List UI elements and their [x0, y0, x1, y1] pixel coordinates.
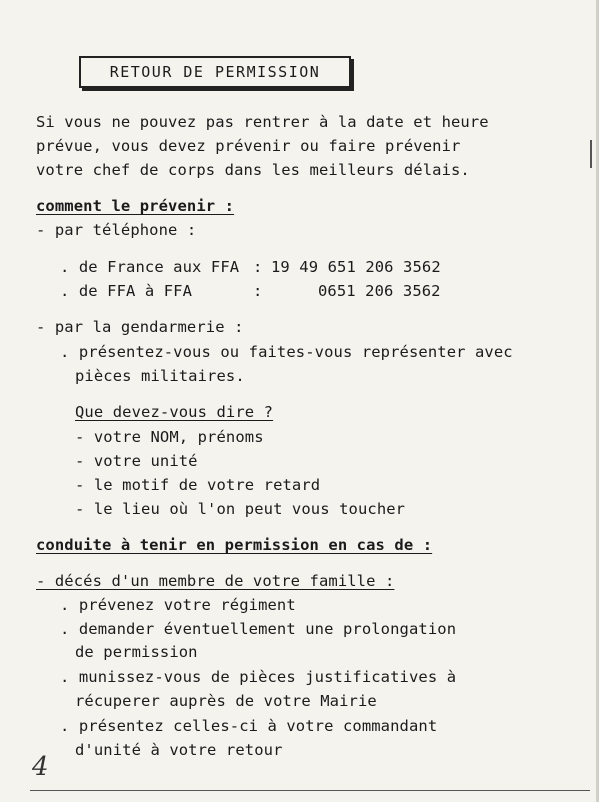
gendarmerie-line-2: pièces militaires. — [75, 367, 245, 385]
say-item-2: - votre unité — [75, 452, 198, 470]
say-heading: Que devez-vous dire ? — [75, 403, 274, 421]
phone-line-1-number: 19 49 651 206 3562 — [271, 258, 441, 276]
say-item-1: - votre NOM, prénoms — [75, 428, 264, 446]
gendarmerie-label: - par la gendarmerie : — [36, 318, 244, 336]
bottom-rule — [30, 790, 590, 791]
phone-label: - par téléphone : — [36, 221, 197, 239]
section-heading-prevenir: comment le prévenir : — [36, 197, 235, 215]
margin-mark — [590, 140, 592, 168]
intro-line-2: prévue, vous devez prévenir ou faire prévenir — [36, 137, 461, 155]
phone-line-2-sep: : — [253, 282, 263, 300]
conduite-line-5: récuperer auprès de votre Mairie — [75, 692, 377, 710]
say-item-3: - le motif de votre retard — [75, 476, 321, 494]
section-heading-conduite: conduite à tenir en permission en cas de : — [36, 536, 433, 554]
conduite-line-2: . demander éventuellement une prolongation — [60, 620, 457, 638]
case-label: - décés d'un membre de votre famille : — [36, 572, 395, 590]
conduite-line-7: d'unité à votre retour — [75, 741, 283, 759]
phone-line-1-text: . de France aux FFA — [60, 258, 240, 276]
page-number: 4 — [32, 752, 49, 782]
intro-line-3: votre chef de corps dans les meilleurs délais. — [36, 161, 470, 179]
conduite-line-1: . prévenez votre régiment — [60, 596, 296, 614]
phone-line-2-text: . de FFA à FFA — [60, 282, 193, 300]
gendarmerie-line-1: . présentez-vous ou faites-vous représenter avec — [60, 343, 513, 361]
document-title: RETOUR DE PERMISSION — [79, 56, 351, 88]
conduite-line-3: de permission — [75, 643, 198, 661]
intro-line-1: Si vous ne pouvez pas rentrer à la date et heure — [36, 113, 489, 131]
phone-line-2-number: 0651 206 3562 — [318, 282, 441, 300]
phone-line-1-sep: : — [253, 258, 263, 276]
conduite-line-4: . munissez-vous de pièces justificatives à — [60, 668, 457, 686]
conduite-line-6: . présentez celles-ci à votre commandant — [60, 717, 438, 735]
say-item-4: - le lieu où l'on peut vous toucher — [75, 500, 406, 518]
